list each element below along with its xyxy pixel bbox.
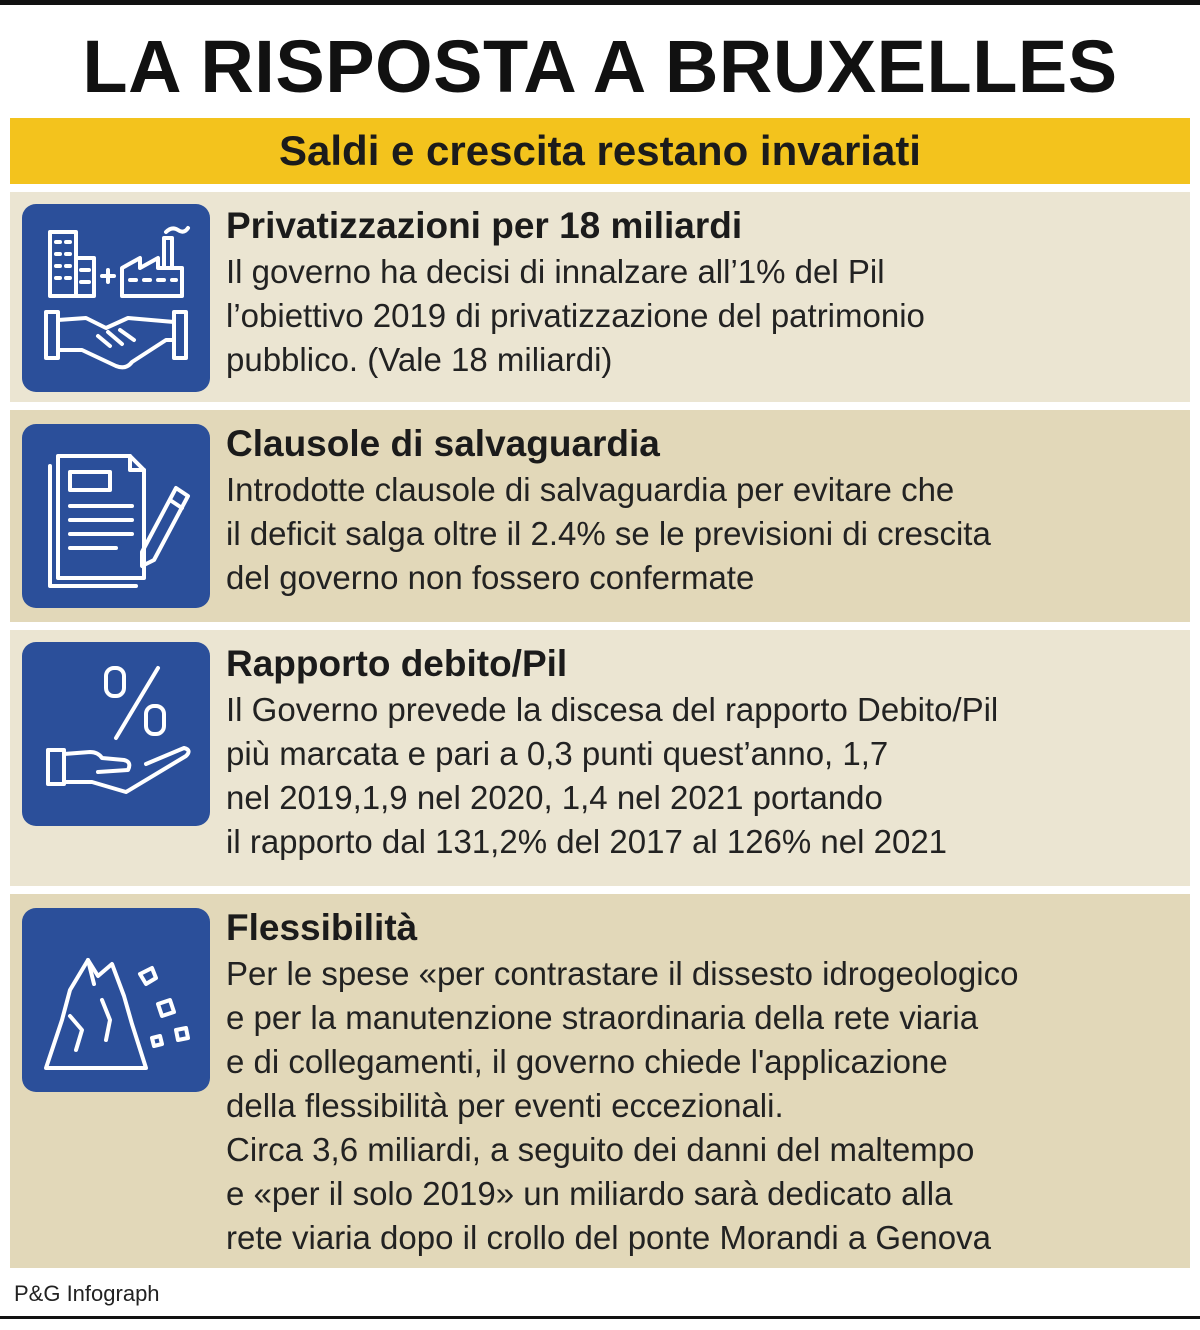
section-flessibilita bbox=[10, 894, 1190, 1268]
section-text-line: il deficit salga oltre il 2.4% se le previsioni di crescita bbox=[226, 515, 991, 552]
section-heading: Rapporto debito/Pil bbox=[226, 643, 568, 684]
section-text-line: e «per il solo 2019» un miliardo sarà dedicato alla bbox=[226, 1175, 953, 1212]
section-text-line: e per la manutenzione straordinaria della rete viaria bbox=[226, 999, 979, 1036]
section-text-line: e di collegamenti, il governo chiede l'applicazione bbox=[226, 1043, 948, 1080]
section-text-line: pubblico. (Vale 18 miliardi) bbox=[226, 341, 613, 378]
section-heading: Flessibilità bbox=[226, 907, 418, 948]
section-heading: Clausole di salvaguardia bbox=[226, 423, 660, 464]
section-text-line: l’obiettivo 2019 di privatizzazione del patrimonio bbox=[226, 297, 925, 334]
section-text-line: Circa 3,6 miliardi, a seguito dei danni del maltempo bbox=[226, 1131, 975, 1168]
section-rapporto-debito-pil bbox=[10, 630, 1190, 886]
section-clausole bbox=[10, 410, 1190, 622]
section-text-line: della flessibilità per eventi eccezionali. bbox=[226, 1087, 784, 1124]
section-text-line: Per le spese «per contrastare il dissesto idrogeologico bbox=[226, 955, 1019, 992]
percent-hand-icon bbox=[22, 642, 210, 826]
section-text-line: rete viaria dopo il crollo del ponte Morandi a Genova bbox=[226, 1219, 991, 1256]
section-text-line: del governo non fossero confermate bbox=[226, 559, 755, 596]
bottom-rule bbox=[0, 1316, 1200, 1319]
section-text-line: più marcata e pari a 0,3 punti quest’anno, 1,7 bbox=[226, 735, 889, 772]
page-title: LA RISPOSTA A BRUXELLES bbox=[82, 25, 1118, 108]
top-rule bbox=[0, 0, 1200, 5]
landslide-icon bbox=[22, 908, 210, 1092]
section-heading: Privatizzazioni per 18 miliardi bbox=[226, 205, 743, 246]
section-text-line: nel 2019,1,9 nel 2020, 1,4 nel 2021 portando bbox=[226, 779, 883, 816]
section-privatizzazioni bbox=[10, 192, 1190, 402]
section-text-line: Il Governo prevede la discesa del rapporto Debito/Pil bbox=[226, 691, 999, 728]
document-pen-icon bbox=[22, 424, 210, 608]
section-text-line: Introdotte clausole di salvaguardia per evitare che bbox=[226, 471, 955, 508]
source-credit: P&G Infograph bbox=[14, 1281, 160, 1306]
section-text-line: il rapporto dal 131,2% del 2017 al 126% nel 2021 bbox=[226, 823, 948, 860]
privatization-icon bbox=[22, 204, 210, 392]
subtitle-banner: Saldi e crescita restano invariati bbox=[10, 118, 1190, 184]
section-text-line: Il governo ha decisi di innalzare all’1% del Pil bbox=[226, 253, 885, 290]
